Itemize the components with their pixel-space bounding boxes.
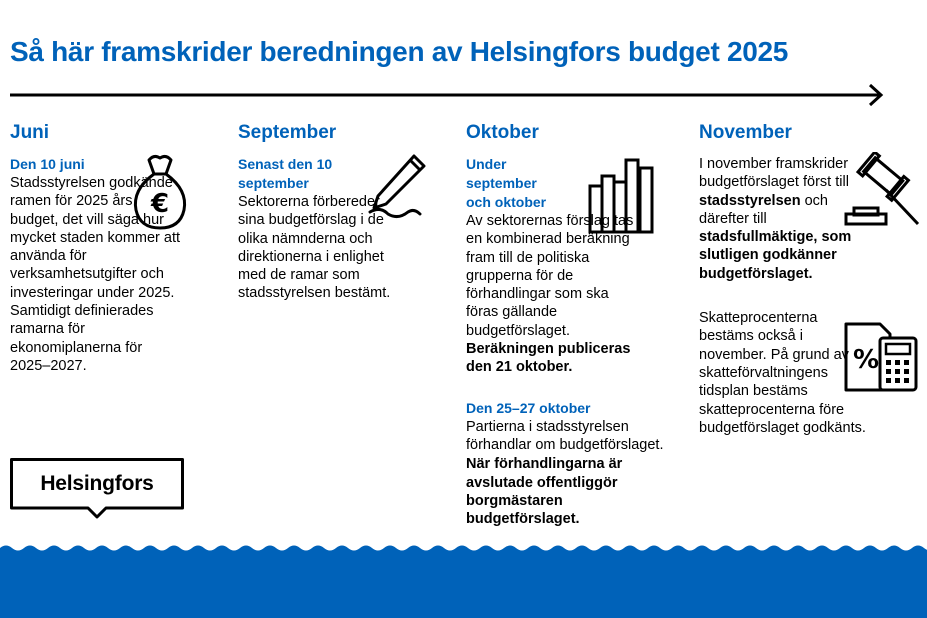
page-title: Så här framskrider beredningen av Helsingfors budget 2025 [10,36,789,67]
wave-footer [0,538,927,618]
timeline-arrow [10,84,885,108]
month-heading: November [699,122,792,143]
date-label: Den 10 juni [10,156,85,172]
body-text-part: och därefter till [699,192,828,227]
body-text-bold: stadsfullmäktige, som slutligen godkänner budgetförslaget. [699,229,852,282]
logo-text: Helsingfors [40,472,154,495]
svg-text:%: % [852,345,880,375]
pen-signature-icon [364,152,430,222]
body-text: Av sektorernas förslag tas en kombinerad beräkning fram till de politiska grupperna för de förhandlingar som ska föras gällande budgetförslaget. [466,213,634,339]
body-text-part: I november framskrider budgetförslaget först till [699,156,849,191]
month-heading: Oktober [466,122,539,143]
svg-text:€: € [150,189,170,219]
bar-chart-icon [584,156,660,236]
date-label-2: Den 25–27 oktober [466,399,591,416]
body-text-2: Partierna i stadsstyrelsen förhandlar om budgetförslaget. [466,418,664,453]
gavel-icon [842,152,922,232]
body-text-2-bold: När förhandlingarna är avslutade offentliggör borgmästaren budgetförslaget. [466,456,623,528]
body-text-bold: stadsstyrelsen [699,192,801,209]
month-heading: September [238,122,337,143]
tax-calculator-icon [842,318,922,394]
date-label: Under september och oktober [466,156,547,210]
body-text-bold: Beräkningen publiceras den 21 oktober. [466,341,631,376]
body-text: Stadsstyrelsen godkände ramen för 2025 års budget, det vill säga hur mycket staden kommer att använda för verksamhetsutgifter och investeringar under 2025. Samtidigt definierades ramarna för ekonomiplanerna för 2025–2027. [10,175,181,374]
money-bag-euro-icon [130,152,190,232]
body-text: Sektorerna förbereder sina budgetförslag i de olika nämnderna och direktionerna i enlighet med de ramar som stadsstyrelsen bestämt. [238,194,391,302]
helsingfors-logo [10,458,184,510]
body-text [699,155,859,283]
month-heading: Juni [10,122,50,143]
body-text-2: Skatteprocenterna bestäms också i november. På grund av skatteförvaltningens tidsplan bestäms skatteprocenterna före budgetförslaget godkänts. [699,310,866,436]
date-label: Senast den 10 september [238,156,333,191]
